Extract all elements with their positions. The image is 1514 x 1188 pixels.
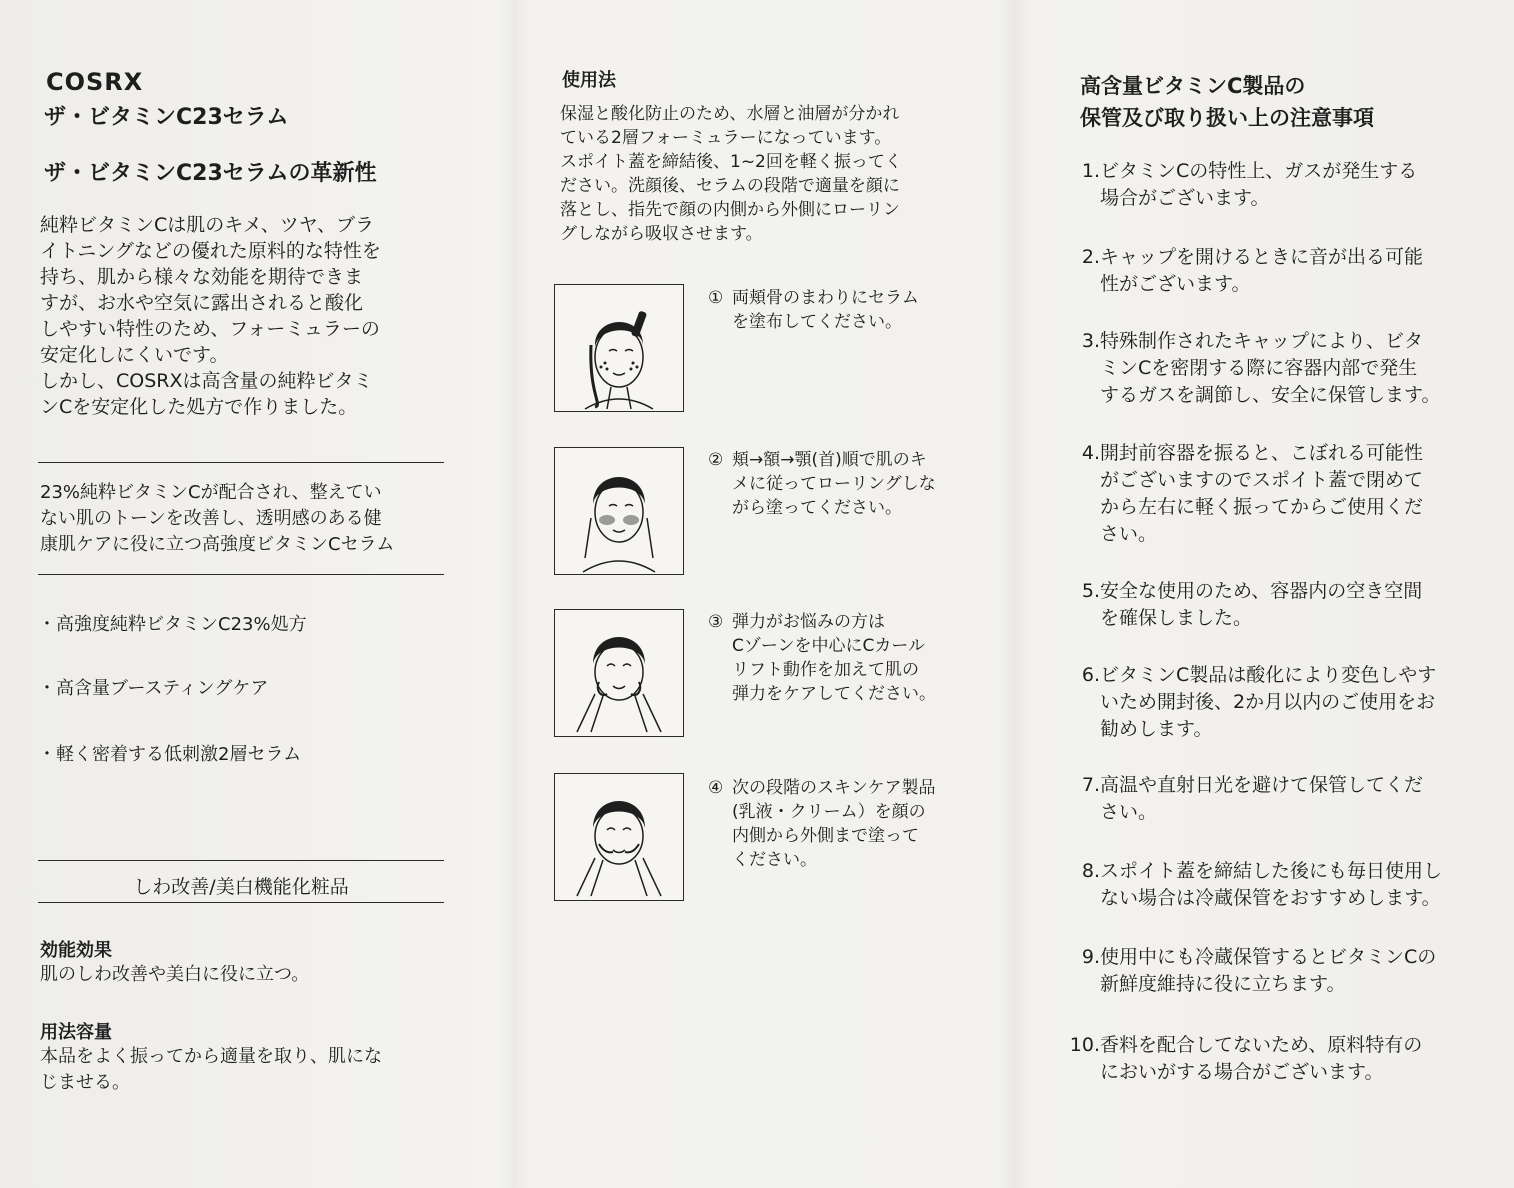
usage-line: スポイト蓋を締結後、1~2回を軽く振ってく xyxy=(560,152,902,172)
caution-item: 3. 特殊制作されたキャップにより、ビタ ミンCを密閉する際に容器内部で発生 するガスを調節し、安全に保管します。 xyxy=(1081,330,1441,406)
caution-item: 1. ビタミンCの特性上、ガスが発生する 場合がございます。 xyxy=(1081,160,1418,209)
step2-text: ② 頬→額→顎(首)順で肌のキ メに従ってローリングしな がら塗ってください。 xyxy=(708,450,936,518)
step1-text: ① 両頬骨のまわりにセラム を塗布してください。 xyxy=(708,288,919,332)
face-cream-icon xyxy=(555,774,683,900)
efficacy-body: 肌のしわ改善や美白に役に立つ。 xyxy=(40,964,310,985)
intro-line: 安定化しにくいです。 xyxy=(40,344,229,366)
divider xyxy=(38,574,444,575)
intro-line: ンCを安定化した処方で作りました。 xyxy=(40,396,358,418)
step2-illustration xyxy=(554,447,684,575)
caution-title: 高含量ビタミンC製品の 保管及び取り扱い上の注意事項 xyxy=(1080,74,1374,130)
step3-illustration xyxy=(554,609,684,737)
intro-line: 純粋ビタミンCは肌のキメ、ツヤ、ブラ xyxy=(40,214,374,236)
usage-text xyxy=(560,102,985,246)
intro-line: しやすい特性のため、フォーミュラーの xyxy=(40,318,380,340)
caution-item: 7. 高温や直射日光を避けて保管してくだ さい。 xyxy=(1081,774,1424,823)
dosage-title: 用法容量 xyxy=(40,1022,112,1043)
step-number: ③ xyxy=(708,612,724,632)
feature-bullet: ・高強度純粋ビタミンC23%処方 xyxy=(38,610,307,636)
caution-item: 4. 開封前容器を振ると、こぼれる可能性 がございますのでスポイト蓋で閉めて から左右に軽く振ってからご使用くだ さい。 xyxy=(1081,442,1424,545)
caution-item: 9. 使用中にも冷蔵保管するとビタミンCの 新鮮度維持に役に立ちます。 xyxy=(1081,946,1437,995)
face-hands-icon xyxy=(555,448,683,574)
bullet-mark: ・ xyxy=(38,614,56,635)
step-number: ④ xyxy=(708,778,724,798)
step-number: ② xyxy=(708,450,724,470)
divider xyxy=(38,860,444,861)
dosage-body xyxy=(40,1044,452,1096)
feature-bullet: ・軽く密着する低刺激2層セラム xyxy=(38,740,301,766)
efficacy-title: 効能効果 xyxy=(40,940,112,961)
step4-illustration xyxy=(554,773,684,901)
step3-text: ③ 弾力がお悩みの方は Cゾーンを中心にCカール リフト動作を加えて肌の 弾力をケアしてください。 xyxy=(708,612,936,704)
usage-line: 落とし、指先で顔の内側から外側にローリン xyxy=(560,200,900,220)
highlight-line: 23%純粋ビタミンCが配合され、整えてい xyxy=(40,482,382,503)
brand-name: COSRX xyxy=(46,68,144,96)
intro-paragraph xyxy=(40,212,452,420)
dosage-line: じませる。 xyxy=(40,1072,130,1093)
divider xyxy=(38,462,444,463)
caution-item: 2. キャップを開けるときに音が出る可能 性がございます。 xyxy=(1081,246,1424,295)
product-name: ザ・ビタミンC23セラム xyxy=(44,105,289,130)
usage-title: 使用法 xyxy=(562,70,616,91)
caution-item: 5. 安全な使用のため、容器内の空き空間 を確保しました。 xyxy=(1081,580,1423,629)
face-dropper-icon xyxy=(555,285,683,411)
highlight-line: 康肌ケアに役に立つ高強度ビタミンCセラム xyxy=(40,534,395,555)
step4-text: ④ 次の段階のスキンケア製品 (乳液・クリーム）を顔の 内側から外側まで塗って ください。 xyxy=(708,778,936,870)
step1-illustration xyxy=(554,284,684,412)
caution-item: 6. ビタミンC製品は酸化により変色しやす いため開封後、2か月以内のご使用をお 勧めします。 xyxy=(1081,664,1437,740)
innovation-heading: ザ・ビタミンC23セラムの革新性 xyxy=(44,161,377,186)
usage-line: ている2層フォーミュラーになっています。 xyxy=(560,128,892,148)
highlight-box xyxy=(40,480,450,558)
dosage-line: 本品をよく振ってから適量を取り、肌にな xyxy=(40,1046,382,1067)
usage-line: 保湿と酸化防止のため、水層と油層が分かれ xyxy=(560,104,900,124)
intro-line: しかし、COSRXは高含量の純粋ビタミ xyxy=(40,370,373,392)
intro-line: すが、お水や空気に露出されると酸化 xyxy=(40,292,364,314)
step-number: ① xyxy=(708,288,724,308)
intro-line: 持ち、肌から様々な効能を期待できま xyxy=(40,266,364,288)
intro-line: イトニングなどの優れた原料的な特性を xyxy=(40,240,381,262)
usage-line: ださい。洗顔後、セラムの段階で適量を顔に xyxy=(560,176,900,196)
caution-item: 10. 香料を配合してないため、原料特有の においがする場合がございます。 xyxy=(1069,1034,1423,1083)
feature-bullet: ・高含量ブースティングケア xyxy=(38,674,268,700)
face-lift-icon xyxy=(555,610,683,736)
cosmetic-category: しわ改善/美白機能化粧品 xyxy=(133,876,349,898)
bullet-mark: ・ xyxy=(38,678,56,699)
bullet-mark: ・ xyxy=(38,744,56,765)
highlight-line: ない肌のトーンを改善し、透明感のある健 xyxy=(40,508,382,529)
divider xyxy=(38,902,444,903)
usage-line: グしながら吸収させます。 xyxy=(560,224,763,244)
caution-item: 8. スポイト蓋を締結した後にも毎日使用し ない場合は冷蔵保管をおすすめします。 xyxy=(1081,860,1443,909)
